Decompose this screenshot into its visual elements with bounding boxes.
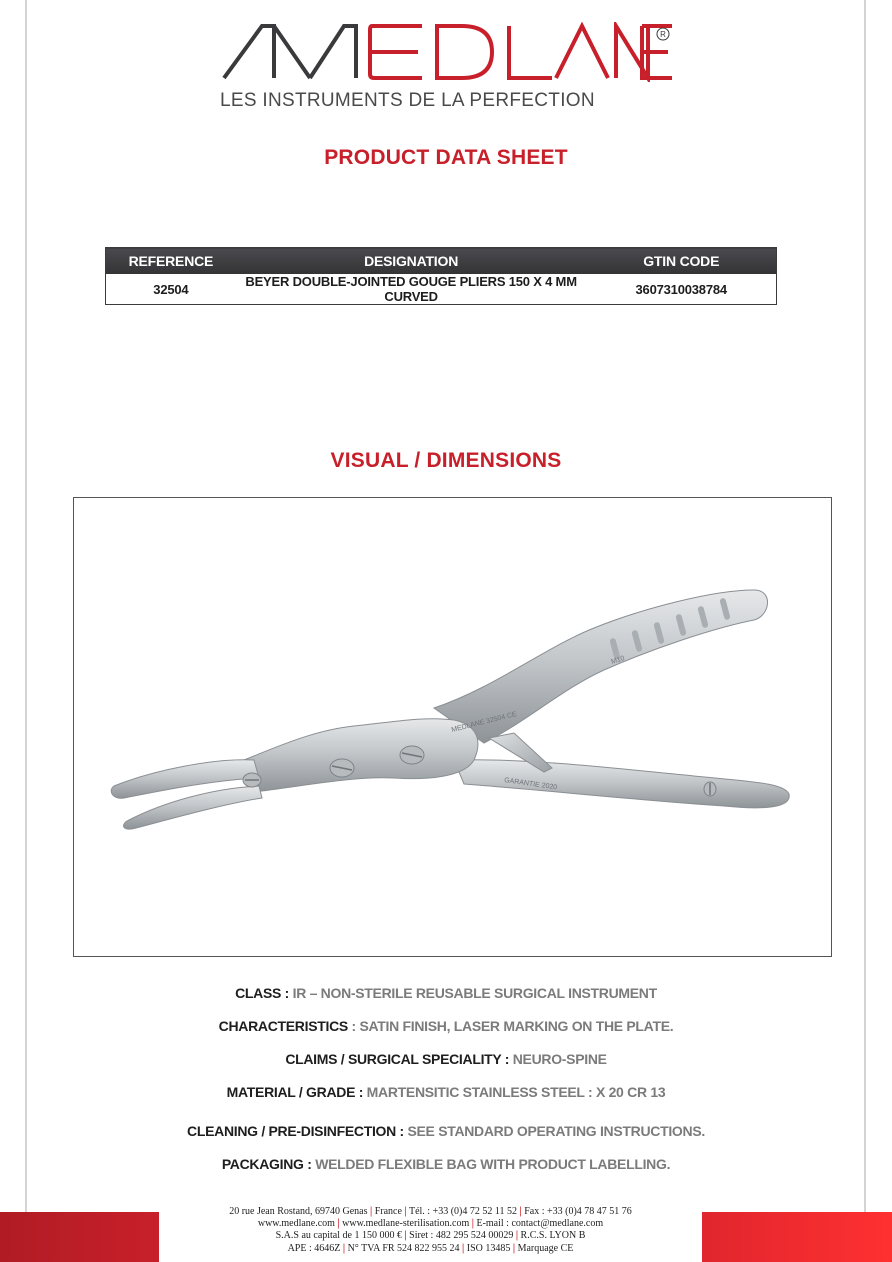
cell-gtin: 3607310038784 (635, 281, 727, 297)
product-data-title: PRODUCT DATA SHEET (324, 146, 568, 169)
sterilisation-website-link[interactable]: www.medlane-sterilisation.com (342, 1218, 470, 1230)
header-designation: DESIGNATION (236, 248, 587, 275)
spec-cleaning: CLEANING / PRE-DISINFECTION : SEE STANDARD OPERATING INSTRUCTIONS. (187, 1123, 705, 1139)
spec-material: MATERIAL / GRADE : MARTENSITIC STAINLESS STEEL : X 20 CR 13 (226, 1084, 666, 1100)
table-header-row (106, 248, 777, 275)
footer-line-registration: APE : 4646Z | N° TVA FR 524 822 955 24 | ISO 13485 | Marquage CE (287, 1242, 574, 1254)
spec-characteristics: CHARACTERISTICS : SATIN FINISH, LASER MARKING ON THE PLATE. (218, 1018, 674, 1034)
svg-text:R: R (660, 30, 666, 39)
gouge-pliers-photo-icon (74, 498, 831, 956)
cell-designation: BEYER DOUBLE-JOINTED GOUGE PLIERS 150 X 4 MM CURVED (245, 274, 577, 304)
website-link[interactable]: www.medlane.com (257, 1218, 335, 1230)
reference-table (105, 247, 777, 305)
visual-dimensions-title: VISUAL / DIMENSIONS (330, 449, 562, 472)
footer-line-legal: S.A.S au capital de 1 150 000 € | Siret : 482 295 524 00029 | R.C.S. LYON B (275, 1230, 586, 1242)
marking-size: M10 (610, 655, 626, 666)
header-reference: REFERENCE (106, 248, 236, 275)
table-row (106, 274, 777, 305)
marking-brand: MEDLANE 32504 CE (450, 710, 518, 734)
cell-reference: 32504 (153, 281, 189, 297)
email-link[interactable]: E-mail : contact@medlane.com (476, 1218, 604, 1230)
footer-line-address: 20 rue Jean Rostand, 69740 Genas | France | Tél. : +33 (0)4 72 52 11 52 | Fax : +33 (0)4 78 47 51 76 (229, 1206, 632, 1217)
company-footer (159, 1206, 702, 1255)
marking-guarantee: GARANTIE 2020 (503, 777, 558, 792)
spec-class: CLASS : IR – NON-STERILE REUSABLE SURGICAL INSTRUMENT (235, 985, 657, 1001)
product-visual-frame (73, 497, 832, 957)
spec-claims: CLAIMS / SURGICAL SPECIALITY : NEURO-SPINE (285, 1051, 607, 1067)
spec-packaging: PACKAGING : WELDED FLEXIBLE BAG WITH PRODUCT LABELLING. (221, 1156, 671, 1172)
brand-tagline: LES INSTRUMENTS DE LA PERFECTION (220, 90, 595, 111)
footer-red-block-left (0, 1212, 159, 1262)
medlane-logo (222, 22, 672, 82)
header-gtin: GTIN CODE (586, 248, 776, 275)
footer-red-block-right (702, 1212, 892, 1262)
footer-line-web: www.medlane.com | www.medlane-sterilisation.com | E-mail : contact@medlane.com (257, 1218, 604, 1230)
